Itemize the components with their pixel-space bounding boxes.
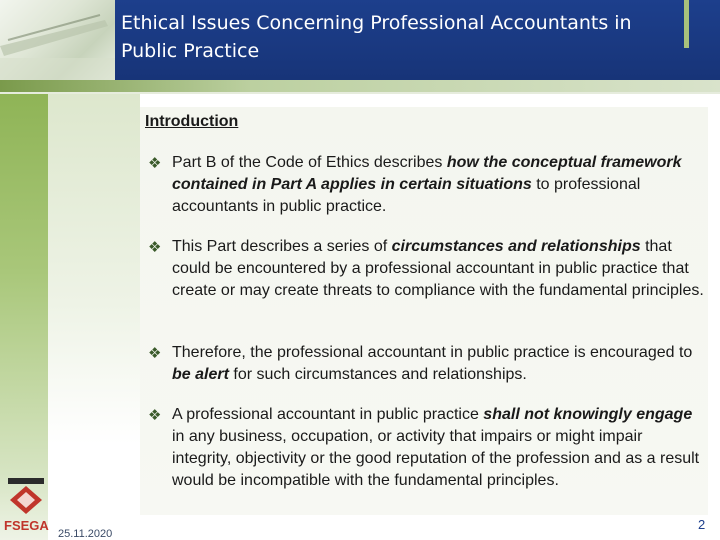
diamond-bullet-icon: ❖ <box>148 238 162 256</box>
bullet-text <box>172 404 704 492</box>
pen-image <box>0 0 115 80</box>
logo-emblem-icon <box>2 470 50 520</box>
slide-date: 25.11.2020 <box>58 528 113 540</box>
bullet-run: that could be encountered by a professional accountant in public practice that create or may create threats to compliance with the fundamental principles. <box>172 238 704 299</box>
header-photo-image <box>0 0 115 80</box>
bullet-run: Therefore, the professional accountant in public practice is encouraged to <box>172 344 693 361</box>
bullet-item-3 <box>148 342 704 386</box>
bullet-run: to professional accountants in public practice. <box>172 176 641 215</box>
diamond-bullet-icon: ❖ <box>148 406 162 424</box>
section-heading: Introduction <box>145 113 239 130</box>
bullet-run: Part B of the Code of Ethics describes <box>172 154 447 171</box>
bullet-text <box>172 342 704 386</box>
bullet-run: in any business, occupation, or activity that impairs or might impair integrity, objectivity or the good reputation of the profession and as a result would be incompatible with the fundamental principles. <box>172 428 700 489</box>
slide-title: Ethical Issues Concerning Professional Accountants in Public Practice <box>121 12 632 62</box>
bullet-emphasis: shall not knowingly engage <box>483 406 693 423</box>
page-number: 2 <box>698 517 706 532</box>
bullet-emphasis: how the conceptual framework contained in Part A applies in certain situations <box>172 154 682 193</box>
diamond-bullet-icon: ❖ <box>148 344 162 362</box>
logo-text: FSEGA <box>4 518 49 533</box>
header-accent-line <box>684 0 689 48</box>
diamond-bullet-icon: ❖ <box>148 154 162 172</box>
bullet-emphasis: be alert <box>172 366 229 383</box>
bullet-run: A professional accountant in public practice <box>172 406 484 423</box>
bullet-item-1 <box>148 152 704 218</box>
bullet-emphasis: circumstances and relationships <box>391 238 641 255</box>
bullet-run: This Part describes a series of <box>172 238 392 255</box>
bullet-item-4 <box>148 404 704 492</box>
bullet-text <box>172 236 704 302</box>
bullet-run: for such circumstances and relationships. <box>228 366 527 383</box>
bullet-text <box>172 152 704 218</box>
side-decoration-fade <box>48 94 140 444</box>
bullet-item-2 <box>148 236 704 302</box>
